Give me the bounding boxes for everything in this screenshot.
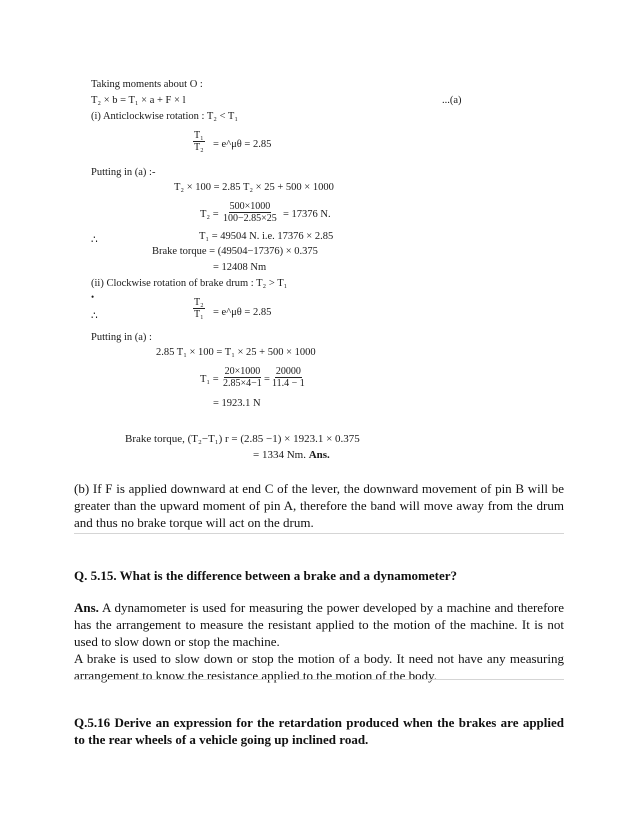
answer-label: Ans. xyxy=(74,600,99,615)
brake-torque-2-value: = 1334 Nm. xyxy=(253,449,306,461)
answer-5-15-brake: A brake is used to slow down or stop the motion of a body. It need not have any measuring arrangement to know the resistance applied to the motion of the body. xyxy=(74,651,564,683)
scan-line-equation-a: T₂ × b = T₁ × a + F × l xyxy=(91,95,186,106)
bullet-dot: • xyxy=(91,292,95,302)
putting-in-2: Putting in (a) : xyxy=(91,332,152,343)
t1b-fraction-1 xyxy=(222,366,263,389)
brake-torque-1-result: = 12408 Nm xyxy=(213,262,267,273)
divider-1 xyxy=(74,533,564,534)
ratio2-rhs: = e^μθ = 2.85 xyxy=(213,307,272,318)
divider-2 xyxy=(74,679,564,680)
t2-lhs: T₂ = xyxy=(200,209,219,220)
scan-line-clockwise: (ii) Clockwise rotation of brake drum : T₂ > T₁ xyxy=(91,278,288,289)
brake-torque-2: Brake torque, (T₂−T₁) r = (2.85 −1) × 1923.1 × 0.375 xyxy=(125,433,360,445)
therefore-symbol-1: ∴ xyxy=(91,235,98,246)
ratio2-denominator: T₁ xyxy=(194,309,204,320)
question-5-15: Q. 5.15. What is the difference between a brake and a dynamometer? xyxy=(74,568,457,583)
therefore-symbol-2: ∴ xyxy=(91,311,98,322)
equation-2: 2.85 T₁ × 100 = T₁ × 25 + 500 × 1000 xyxy=(156,347,316,358)
t1b-denominator-1: 2.85×4−1 xyxy=(223,378,262,389)
ratio-fraction-2 xyxy=(193,297,205,320)
t1-value-line: T₁ = 49504 N. i.e. 17376 × 2.85 xyxy=(199,231,334,242)
t2-numerator: 500×1000 xyxy=(229,201,271,212)
equation-tag-a: ...(a) xyxy=(442,95,462,106)
t2-denominator: 100−2.85×25 xyxy=(223,213,277,224)
answer-marker: Ans. xyxy=(308,449,330,461)
brake-torque-1: Brake torque = (49504−17376) × 0.375 xyxy=(152,246,318,257)
ratio1-numerator: T₁ xyxy=(194,130,204,141)
brake-torque-2-result xyxy=(253,449,330,461)
scan-line-anticlockwise: (i) Anticlockwise rotation : T₂ < T₁ xyxy=(91,111,238,122)
ratio2-numerator: T₂ xyxy=(194,297,204,308)
t1b-lhs: T₁ = xyxy=(200,374,219,385)
ratio1-rhs: = e^μθ = 2.85 xyxy=(213,139,272,150)
t1b-fraction-2 xyxy=(271,366,306,389)
answer-text-dynamometer: A dynamometer is used for measuring the power developed by a machine and therefore has the arrangement to measure the resistant applied to the motion of the machine. It is not used to slow down or stop the machine. xyxy=(74,600,564,649)
t2-result: = 17376 N. xyxy=(283,209,331,220)
putting-in-1: Putting in (a) :- xyxy=(91,167,156,178)
t1b-result: = 1923.1 N xyxy=(213,398,261,409)
equation-1: T₂ × 100 = 2.85 T₂ × 25 + 500 × 1000 xyxy=(174,182,334,193)
answer-5-15 xyxy=(74,599,564,650)
t2-fraction xyxy=(222,201,278,224)
question-5-16: Q.5.16 Derive an expression for the retardation produced when the brakes are applied to the rear wheels of a vehicle going up inclined road. xyxy=(74,715,564,747)
scan-line-moments: Taking moments about O : xyxy=(91,79,203,90)
ratio1-denominator: T₂ xyxy=(194,142,204,153)
paragraph-b: (b) If F is applied downward at end C of the lever, the downward movement of pin B will be greater than the upward moment of pin A, therefore the band will move away from the drum and thus no brake torque will act on the drum. xyxy=(74,481,564,530)
t1b-numerator-1: 20×1000 xyxy=(224,366,261,377)
t1b-equals: = xyxy=(264,374,270,385)
ratio-fraction-1 xyxy=(193,130,205,153)
t1b-numerator-2: 20000 xyxy=(275,366,301,377)
t1b-denominator-2: 11.4 − 1 xyxy=(272,378,305,389)
